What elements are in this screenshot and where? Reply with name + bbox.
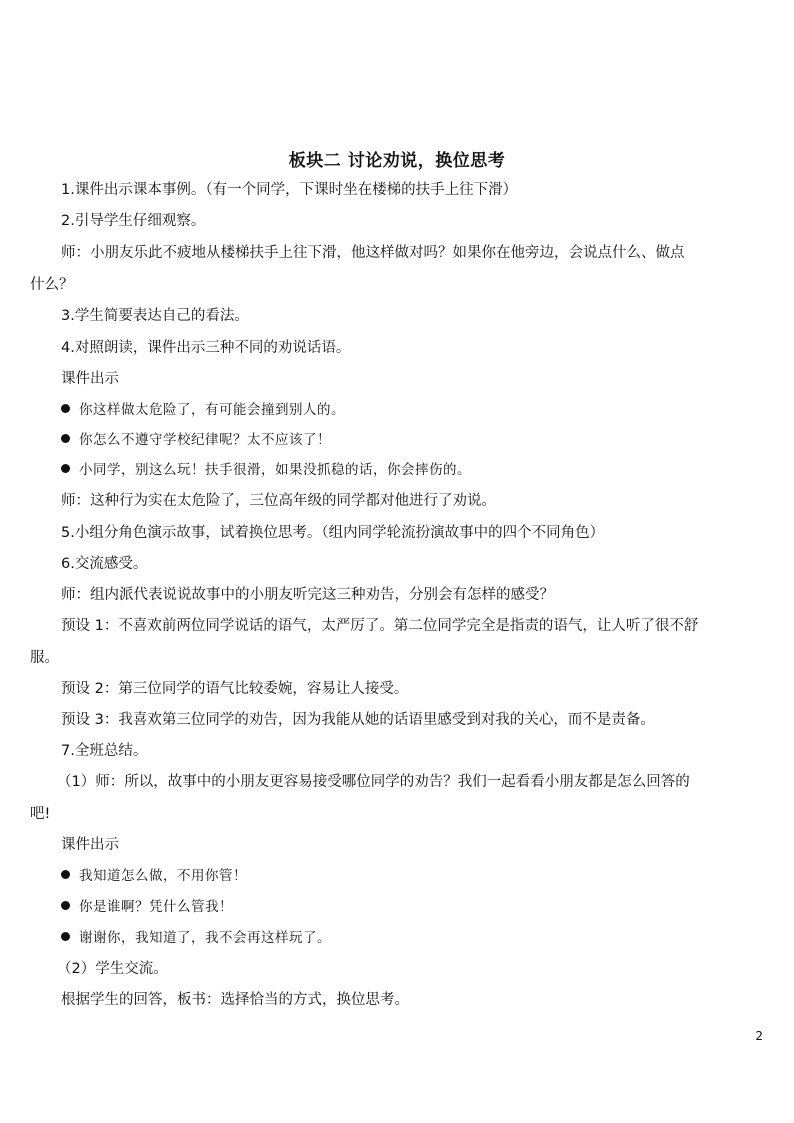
- bullet-dot-icon: [61, 932, 70, 941]
- paragraph-line: 预设 1：不喜欢前两位同学说话的语气，太严厉了。第二位同学完全是指责的语气，让人听了很不舒: [61, 618, 699, 634]
- paragraph-line: 2.引导学生仔细观察。: [61, 213, 206, 229]
- bullet-dot-icon: [61, 404, 70, 413]
- bullet-item: [61, 400, 345, 420]
- bullet-dot-icon: [61, 434, 70, 443]
- paragraph-line: 什么？: [30, 277, 74, 293]
- bullet-item: [61, 928, 331, 948]
- paragraph-line: 5.小组分角色演示故事，试着换位思考。（组内同学轮流扮演故事中的四个不同角色）: [61, 525, 605, 541]
- bullet-dot-icon: [61, 870, 70, 879]
- paragraph-line: 师：小朋友乐此不疲地从楼梯扶手上往下滑，他这样做对吗？如果你在他旁边，会说点什么、做点: [61, 245, 685, 261]
- bullet-item: [61, 460, 471, 480]
- bullet-text: 你是谁啊？凭什么管我！: [79, 899, 233, 915]
- paragraph-line: 预设 2：第三位同学的语气比较委婉，容易让人接受。: [61, 681, 409, 697]
- paragraph-line: 服。: [30, 650, 59, 666]
- paragraph-line: 预设 3：我喜欢第三位同学的劝告，因为我能从她的话语里感受到对我的关心，而不是责备。: [61, 712, 655, 728]
- bullet-dot-icon: [61, 901, 70, 910]
- bullet-text: 你怎么不遵守学校纪律呢？太不应该了！: [79, 432, 331, 448]
- paragraph-line: 师：这种行为实在太危险了，三位高年级的同学都对他进行了劝说。: [61, 493, 496, 509]
- paragraph-line: 吧!: [30, 806, 51, 822]
- bullet-item: [61, 430, 331, 450]
- paragraph-line: 课件出示: [61, 837, 119, 853]
- page-number: 2: [755, 1029, 763, 1043]
- paragraph-line: 7.全班总结。: [61, 743, 148, 759]
- paragraph-line: 3.学生简要表达自己的看法。: [61, 308, 249, 324]
- paragraph-line: （2）学生交流。: [57, 961, 168, 977]
- bullet-text: 我知道怎么做，不用你管！: [79, 868, 247, 884]
- paragraph-line: 根据学生的回答，板书：选择恰当的方式，换位思考。: [61, 992, 409, 1008]
- paragraph-line: 1.课件出示课本事例。（有一个同学，下课时坐在楼梯的扶手上往下滑）: [61, 182, 518, 198]
- paragraph-line: 师：组内派代表说说故事中的小朋友听完这三种劝告，分别会有怎样的感受？: [61, 587, 554, 603]
- bullet-dot-icon: [61, 464, 70, 473]
- paragraph-line: 课件出示: [61, 371, 119, 387]
- bullet-item: [61, 897, 233, 917]
- section-title: 板块二 讨论劝说，换位思考: [288, 151, 506, 171]
- bullet-item: [61, 866, 247, 886]
- bullet-text: 你这样做太危险了，有可能会撞到别人的。: [79, 402, 345, 418]
- bullet-text: 小同学，别这么玩！扶手很滑，如果没抓稳的话，你会摔伤的。: [79, 462, 471, 478]
- bullet-text: 谢谢你，我知道了，我不会再这样玩了。: [79, 930, 331, 946]
- paragraph-line: 6.交流感受。: [61, 556, 148, 572]
- paragraph-line: 4.对照朗读，课件出示三种不同的劝说话语。: [61, 340, 351, 356]
- paragraph-line: （1）师：所以，故事中的小朋友更容易接受哪位同学的劝告？我们一起看看小朋友都是怎么回答的: [57, 774, 690, 790]
